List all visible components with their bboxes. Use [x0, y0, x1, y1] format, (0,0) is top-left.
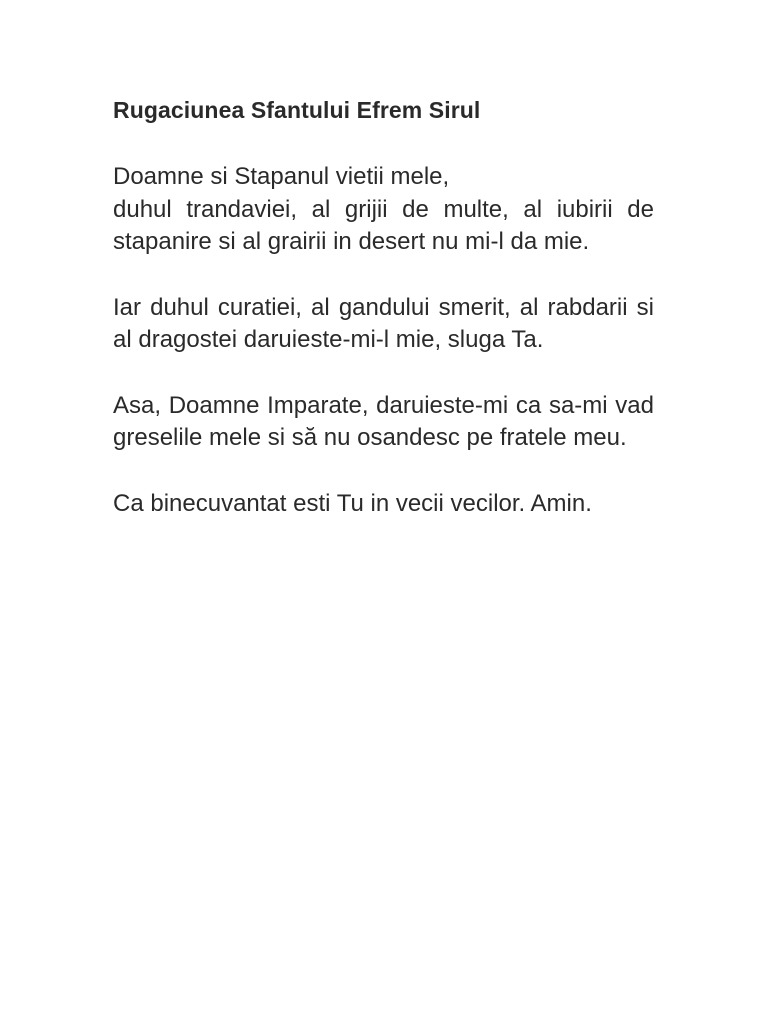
paragraph-1-line-2: duhul trandaviei, al grijii de multe, al iubirii de stapanire si al grairii in desert nu mi-l da mie. — [113, 195, 654, 255]
paragraph-2: Iar duhul curatiei, al gandului smerit, al rabdarii si al dragostei daruieste-mi-l mie, sluga Ta. — [113, 293, 654, 353]
prayer-text — [113, 94, 654, 553]
page-title: Rugaciunea Sfantului Efrem Sirul — [113, 97, 481, 123]
paragraph-1 — [113, 161, 654, 259]
paragraph-4: Ca binecuvantat esti Tu in vecii vecilor. Amin. — [113, 489, 592, 517]
paragraph-1-line-1: Doamne si Stapanul vietii mele, — [113, 163, 450, 190]
paragraph-3: Asa, Doamne Imparate, daruieste-mi ca sa-mi vad greselile mele si să nu osandesc pe fratele meu. — [113, 391, 654, 451]
